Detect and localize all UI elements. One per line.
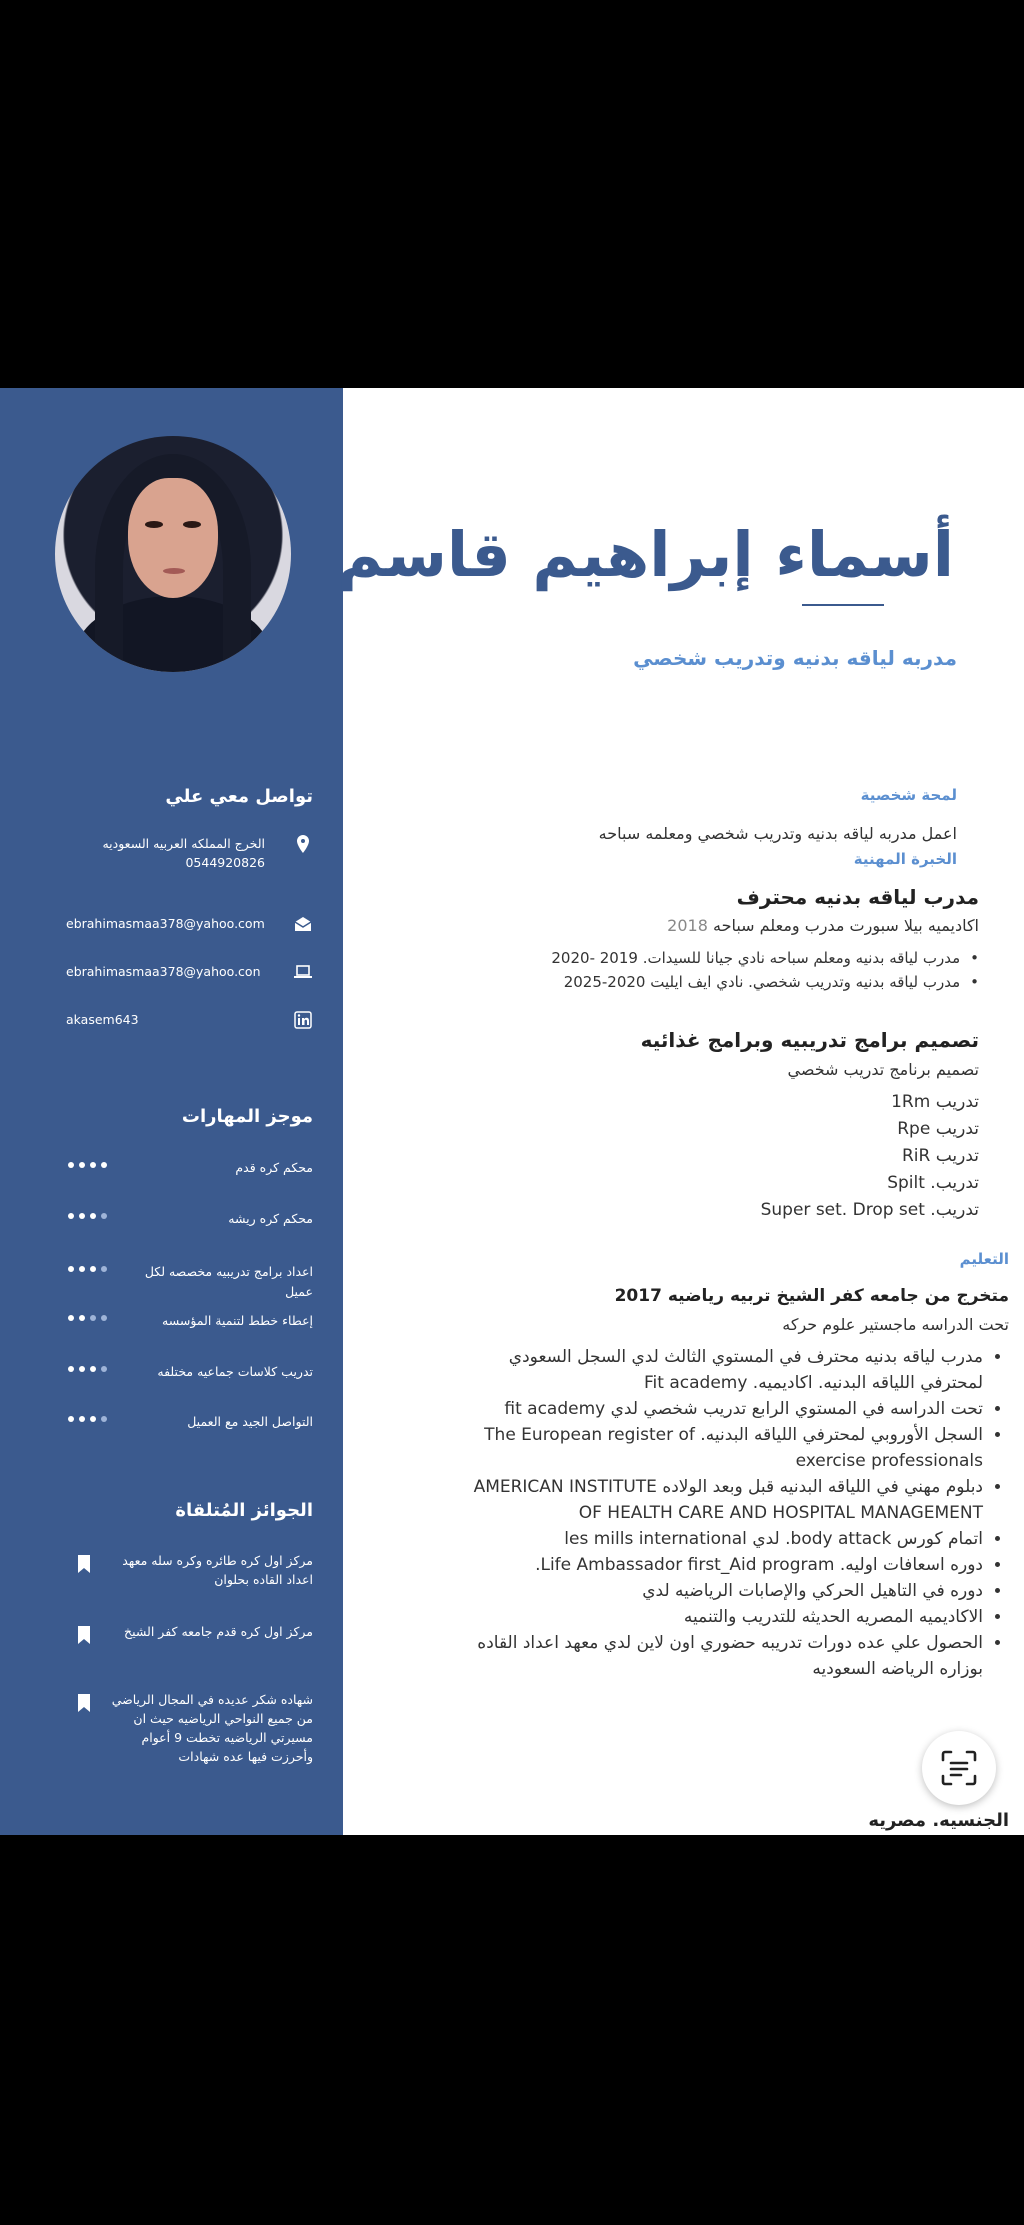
laptop-icon — [293, 962, 313, 982]
job2-line: تدريب 1Rm — [891, 1092, 979, 1112]
skill-item — [0, 1362, 343, 1402]
education-degree: متخرج من جامعه كفر الشيخ تربيه رياضيه 2017 — [614, 1286, 1009, 1306]
experience-section-title: الخبرة المهنية — [853, 850, 957, 868]
awards-section-title: الجوائز المُتلقاة — [175, 1500, 313, 1521]
education-item: • اتمام كورس body attack. لدي les mills international — [453, 1526, 983, 1552]
skill-item — [0, 1158, 343, 1198]
job1-year: 2018 — [667, 916, 708, 935]
avatar — [55, 436, 291, 672]
education-list — [453, 1344, 1009, 1682]
summary-text: اعمل مدربه لياقه بدنيه وتدريب شخصي ومعلمه سباحه — [598, 824, 957, 843]
skill-item — [0, 1262, 343, 1302]
award-label: مركز اول كره قدم جامعه كفر الشيخ — [124, 1624, 313, 1639]
mail-icon — [293, 914, 313, 934]
contact-phone: 0544920826 — [185, 855, 265, 870]
skill-label: تدريب كلاسات جماعيه مختلفه — [157, 1364, 313, 1379]
education-item: • دبلوم مهني في اللياقه البدنيه قبل وبعد الولاده AMERICAN INSTITUTE OF HEALTH CARE AND HOSPITAL MANAGEMENT — [453, 1474, 983, 1526]
job2-line: تدريب Rpe — [897, 1119, 979, 1139]
skill-label: محكم كره ريشه — [228, 1211, 313, 1226]
skill-level-dots — [68, 1162, 107, 1168]
nationality: الجنسيه. مصريه — [868, 1810, 1009, 1831]
job2-line: تدريب. Super set. Drop set — [760, 1200, 979, 1220]
education-item: • السجل الأوروبي لمحترفي اللياقه البدنيه. The European register of exercise professionals — [453, 1422, 983, 1474]
resume-page — [0, 388, 1024, 1835]
education-item: • الحصول علي عده دورات تدريبه حضوري اون لاين لدي معهد اعداد القاده بوزاره الرياضه السعوديه — [453, 1630, 983, 1682]
linkedin-icon — [293, 1010, 313, 1030]
bookmark-icon — [78, 1694, 90, 1712]
skill-level-dots — [68, 1315, 107, 1321]
contact-email[interactable] — [0, 914, 343, 954]
education-section-title: التعليم — [959, 1250, 1009, 1268]
skill-label: محكم كره قدم — [235, 1160, 313, 1175]
sidebar — [0, 388, 343, 1835]
linkedin-text[interactable]: akasem643 — [66, 1012, 139, 1027]
education-item: • الاكاديميه المصريه الحديثه للتدريب والتنميه — [453, 1604, 983, 1630]
contact-location — [0, 834, 343, 874]
scan-icon — [939, 1748, 979, 1788]
job2-line: تدريب RiR — [901, 1146, 979, 1166]
contact-linkedin[interactable] — [0, 1010, 343, 1050]
skill-label: اعداد برامج تدريبيه مخصصه لكل عميل — [144, 1264, 313, 1299]
skill-level-dots — [68, 1416, 107, 1422]
job1-title: مدرب لياقه بدنيه محترف — [736, 885, 979, 909]
education-subtitle: تحت الدراسه ماجستير علوم حركه — [782, 1315, 1009, 1334]
award-label: شهاده شكر عديده في المجال الرياضي من جميع النواحي الرياضيه حيث ان مسيرتي الرياضيه تخطت 9 أعوام وأحرزت فيها عده شهادات — [111, 1692, 313, 1764]
skill-label: التواصل الجيد مع العميل — [187, 1414, 313, 1429]
page-title: أسماء إبراهيم قاسم — [337, 518, 954, 591]
bookmark-icon — [78, 1626, 90, 1644]
email-text[interactable]: ebrahimasmaa378@yahoo.com — [66, 916, 265, 931]
main-content — [337, 388, 1024, 1835]
skills-section-title: موجز المهارات — [181, 1106, 313, 1127]
education-item: • تحت الدراسه في المستوي الرابع تدريب شخصي لدي fit academy — [453, 1396, 983, 1422]
award-label: مركز اول كره طائره وكره سله معهد اعداد القاده بحلوان — [122, 1553, 313, 1587]
education-item: • دوره اسعافات اوليه. Life Ambassador first_Aid program. — [453, 1552, 983, 1578]
contact-website[interactable] — [0, 962, 343, 1002]
skill-level-dots — [68, 1366, 107, 1372]
education-item: • دوره في التاهيل الحركي والإصابات الرياضيه لدي — [453, 1578, 983, 1604]
job1-bullet: • مدرب لياقه بدنيه ومعلم سباحه نادي جيانا للسيدات. 2019 -2020 — [551, 949, 979, 967]
job2-title: تصميم برامج تدريبيه وبرامج غذائيه — [640, 1028, 979, 1052]
skill-item — [0, 1412, 343, 1452]
bookmark-icon — [78, 1555, 90, 1573]
job1-company-name: اكاديميه بيلا سبورت مدرب ومعلم سباحه — [712, 916, 979, 935]
job2-subtitle: تصميم برنامج تدريب شخصي — [787, 1060, 979, 1079]
education-item: • مدرب لياقه بدنيه محترف في المستوي الثالث لدي السجل السعودي لمحترفي اللياقه البدنيه. اكاديميه. Fit academy — [453, 1344, 983, 1396]
contact-address: الخرج المملكه العربيه السعوديه — [102, 836, 265, 851]
skill-label: إعطاء خطط لتنمية المؤسسه — [162, 1313, 313, 1328]
skill-level-dots — [68, 1213, 107, 1219]
website-text[interactable]: ebrahimasmaa378@yahoo.con — [66, 964, 261, 979]
skill-item — [0, 1209, 343, 1249]
summary-section-title: لمحة شخصية — [860, 786, 957, 804]
location-icon — [293, 834, 313, 854]
job2-line: تدريب. Spilt — [887, 1173, 979, 1193]
skill-item — [0, 1311, 343, 1351]
scan-text-button[interactable] — [922, 1731, 996, 1805]
job1-company — [667, 916, 979, 935]
job-title: مدربه لياقه بدنيه وتدريب شخصي — [633, 646, 957, 670]
skill-level-dots — [68, 1266, 107, 1272]
job1-bullet: • مدرب لياقه بدنيه وتدريب شخصي. نادي ايف ايليت 2020-2025 — [564, 973, 979, 991]
contact-section-title: تواصل معي علي — [165, 786, 313, 807]
title-divider — [802, 604, 884, 606]
